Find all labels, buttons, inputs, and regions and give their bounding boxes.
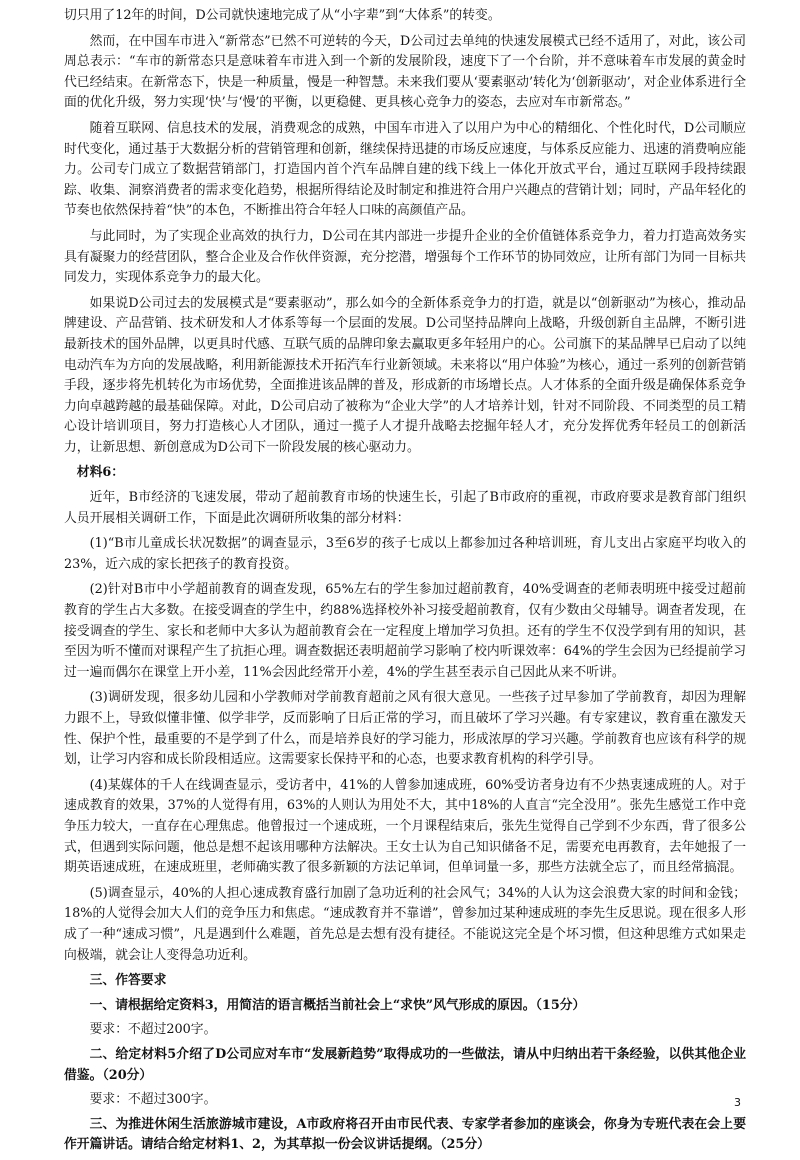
paragraph: 近年，B市经济的飞速发展，带动了超前教育市场的快速生长，引起了B市政府的重视，市政府要求是教育部门组织人员开展相关调研工作，下面是此次调研所收集的部分材料： <box>64 490 746 526</box>
paragraph: (2)针对B市中小学超前教育的调查发现，65%左右的学生参加过超前教育，40%受调查的老师表明班中接受过超前教育的学生占大多数。在接受调查的学生中，约88%选择校外补习接受超前教育，仅有少数由父母辅导。调查者发现，在接受调查的学生、家长和老师中大多认为超前教育会在一定程度上增加学习负担。还有的学生不仅没学到有用的知识，甚至因为听不懂而对课程产生了抗拒心理。调查数据还表明超前学习影响了校内听课效率：64%的学生会因为已经提前学习过一遍而偶尔在课堂上开小差，11%会因此经常开小差，4%的学生甚至表示自己因此从来不听讲。 <box>64 582 746 680</box>
paragraph: 然而，在中国车市进入“新常态”已然不可逆转的今天，D公司过去单纯的快速发展模式已经不适用了，对此，该公司周总表示：“车市的新常态只是意味着车市进入到一个新的发展阶段，速度下了一个台阶，并不意味着车市发展的黄金时代已经结束。在新常态下，快是一种质量，慢是一种智慧。未来我们要从‘要素驱动’转化为‘创新驱动’，对企业体系进行全面的优化升级，努力实现‘快’与‘慢’的平衡，以更稳健、更具核心竞争力的姿态，去应对车市新常态。” <box>64 33 746 111</box>
paragraph: (5)调查显示，40%的人担心速成教育盛行加剧了急功近利的社会风气；34%的人认为这会浪费大家的时间和金钱；18%的人觉得会加大人们的竞争压力和焦虑。“速成教育并不靠谱”，曾参加过某种速成班的李先生反思说。现在很多人形成了一种“速成习惯”，凡是遇到什么难题，首先总是去想有没有捷径。不能说这完全是个坏习惯，但这种思维方式如果走向极端，就会让人变得急功近利。 <box>64 885 746 963</box>
paragraph: 随着互联网、信息技术的发展，消费观念的成熟，中国车市进入了以用户为中心的精细化、个性化时代，D公司顺应时代变化，通过基于大数据分析的营销管理和创新，继续保持迅捷的市场反应速度，与体系反应能力、迅速的消费响应能力。公司专门成立了数据营销部门，打造国内首个汽车品牌自建的线下线上一体化开放式平台，通过互联网手段持续跟踪、收集、洞察消费者的需求变化趋势，根据所得结论及时制定和推进符合用户兴趣点的营销计划；同时，产品年轻化的节奏也依然保持着“快”的本色，不断推出符合年轻人口味的高颜值产品。 <box>64 120 746 219</box>
paragraph: 切只用了12年的时间，D公司就快速地完成了从“小字辈”到“大体系”的转变。 <box>64 8 501 23</box>
paragraph: (4)某媒体的千人在线调查显示，受访者中，41%的人曾参加速成班，60%受访者身边有不少热衷速成班的人。对于速成教育的效果，37%的人觉得有用，63%的人则认为用处不大，其中18%的人直言“完全没用”。张先生感觉工作中竞争压力较大，一直存在心理焦虑。他曾报过一个速成班，一个月课程结束后，张先生觉得自己学到不少东西，背了很多公式，但遇到实际问题，他总是想不起该用哪种方法解决。王女士认为自己知识储备不足，需要充电再教育，去年她报了一期英语速成班，在速成班里，老师确实教了很多新颖的方法记单词，但单词量一多，那些方法就全忘了，而且经常搞混。 <box>64 777 746 876</box>
paragraph: 与此同时，为了实现企业高效的执行力，D公司在其内部进一步提升企业的全价值链体系竞争力，着力打造高效务实具有凝聚力的经营团队，整合企业及合作伙伴资源，充分挖潜，增强每个工作环节的协同效应，让所有部门为同一目标共同发力，实现体系竞争力的最大化。 <box>64 228 746 286</box>
document-page <box>64 6 746 1160</box>
question-1-requirement: 要求：不超过200字。 <box>89 1022 217 1038</box>
question-2: 二、给定材料5介绍了D公司应对车市“发展新趋势”取得成功的一些做法，请从中归纳出若干条经验，以供其他企业借鉴。（20分） <box>64 1046 746 1083</box>
paragraph: (1)“B市儿童成长状况数据”的调查显示，3至6岁的孩子七成以上都参加过各种培训班，育儿支出占家庭平均收入的23%，近六成的家长把孩子的教育投资。 <box>64 536 746 572</box>
question-1: 一、请根据给定资料3，用简洁的语言概括当前社会上“求快”风气形成的原因。（15分） <box>89 997 586 1013</box>
question-3: 三、为推进休闲生活旅游城市建设，A市政府将召开由市民代表、专家学者参加的座谈会，你身为专班代表在会上要作开篇讲话。请结合给定材料1、2，为其草拟一份会议讲话提纲。（25分） <box>64 1116 746 1153</box>
paragraph: (3)调研发现，很多幼儿园和小学教师对学前教育超前之风有很大意见。一些孩子过早参加了学前教育，却因为理解力跟不上，导致似懂非懂、似学非学，反而影响了日后正常的学习，而且破坏了学习兴趣。有专家建议，教育重在激发天性、保护个性，最重要的不是学到了什么，而是培养良好的学习能力，形成浓厚的学习兴趣。学前教育也应该有科学的规划，让学习内容和成长阶段相适应。这需要家长保持平和的心态，也要求教育机构的科学引导。 <box>64 690 746 768</box>
material-6-heading: 材料6： <box>76 465 125 481</box>
page-number: 3 <box>734 1096 741 1109</box>
requirements-heading: 三、作答要求 <box>89 973 167 989</box>
question-2-requirement: 要求：不超过300字。 <box>89 1092 217 1108</box>
paragraph: 如果说D公司过去的发展模式是“要素驱动”，那么如今的全新体系竞争力的打造，就是以“创新驱动”为核心，推动品牌建设、产品营销、技术研发和人才体系等每一个层面的发展。D公司坚持品牌向上战略，升级创新自主品牌，不断引进最新技术的国外品牌，以更具时代感、互联气质的品牌印象去赢取更多年轻用户的心。公司旗下的某品牌早已启动了以纯电动汽车为方向的发展战略，利用新能源技术开拓汽车行业新领域。未来将以“用户体验”为核心，通过一系列的创新营销手段，逐步将先机转化为市场优势，全面推进该品牌的普及，形成新的市场增长点。人才体系的全面升级是确保体系竞争力向卓越跨越的最基础保障。对此，D公司启动了被称为“企业大学”的人才培养计划，针对不同阶段、不同类型的员工精心设计培训项目，努力打造核心人才团队，通过一揽子人才提升战略去挖掘年轻人才，充分发挥优秀年轻员工的创新活力，让新思想、新创意成为D公司下一阶段发展的核心驱动力。 <box>64 295 746 455</box>
